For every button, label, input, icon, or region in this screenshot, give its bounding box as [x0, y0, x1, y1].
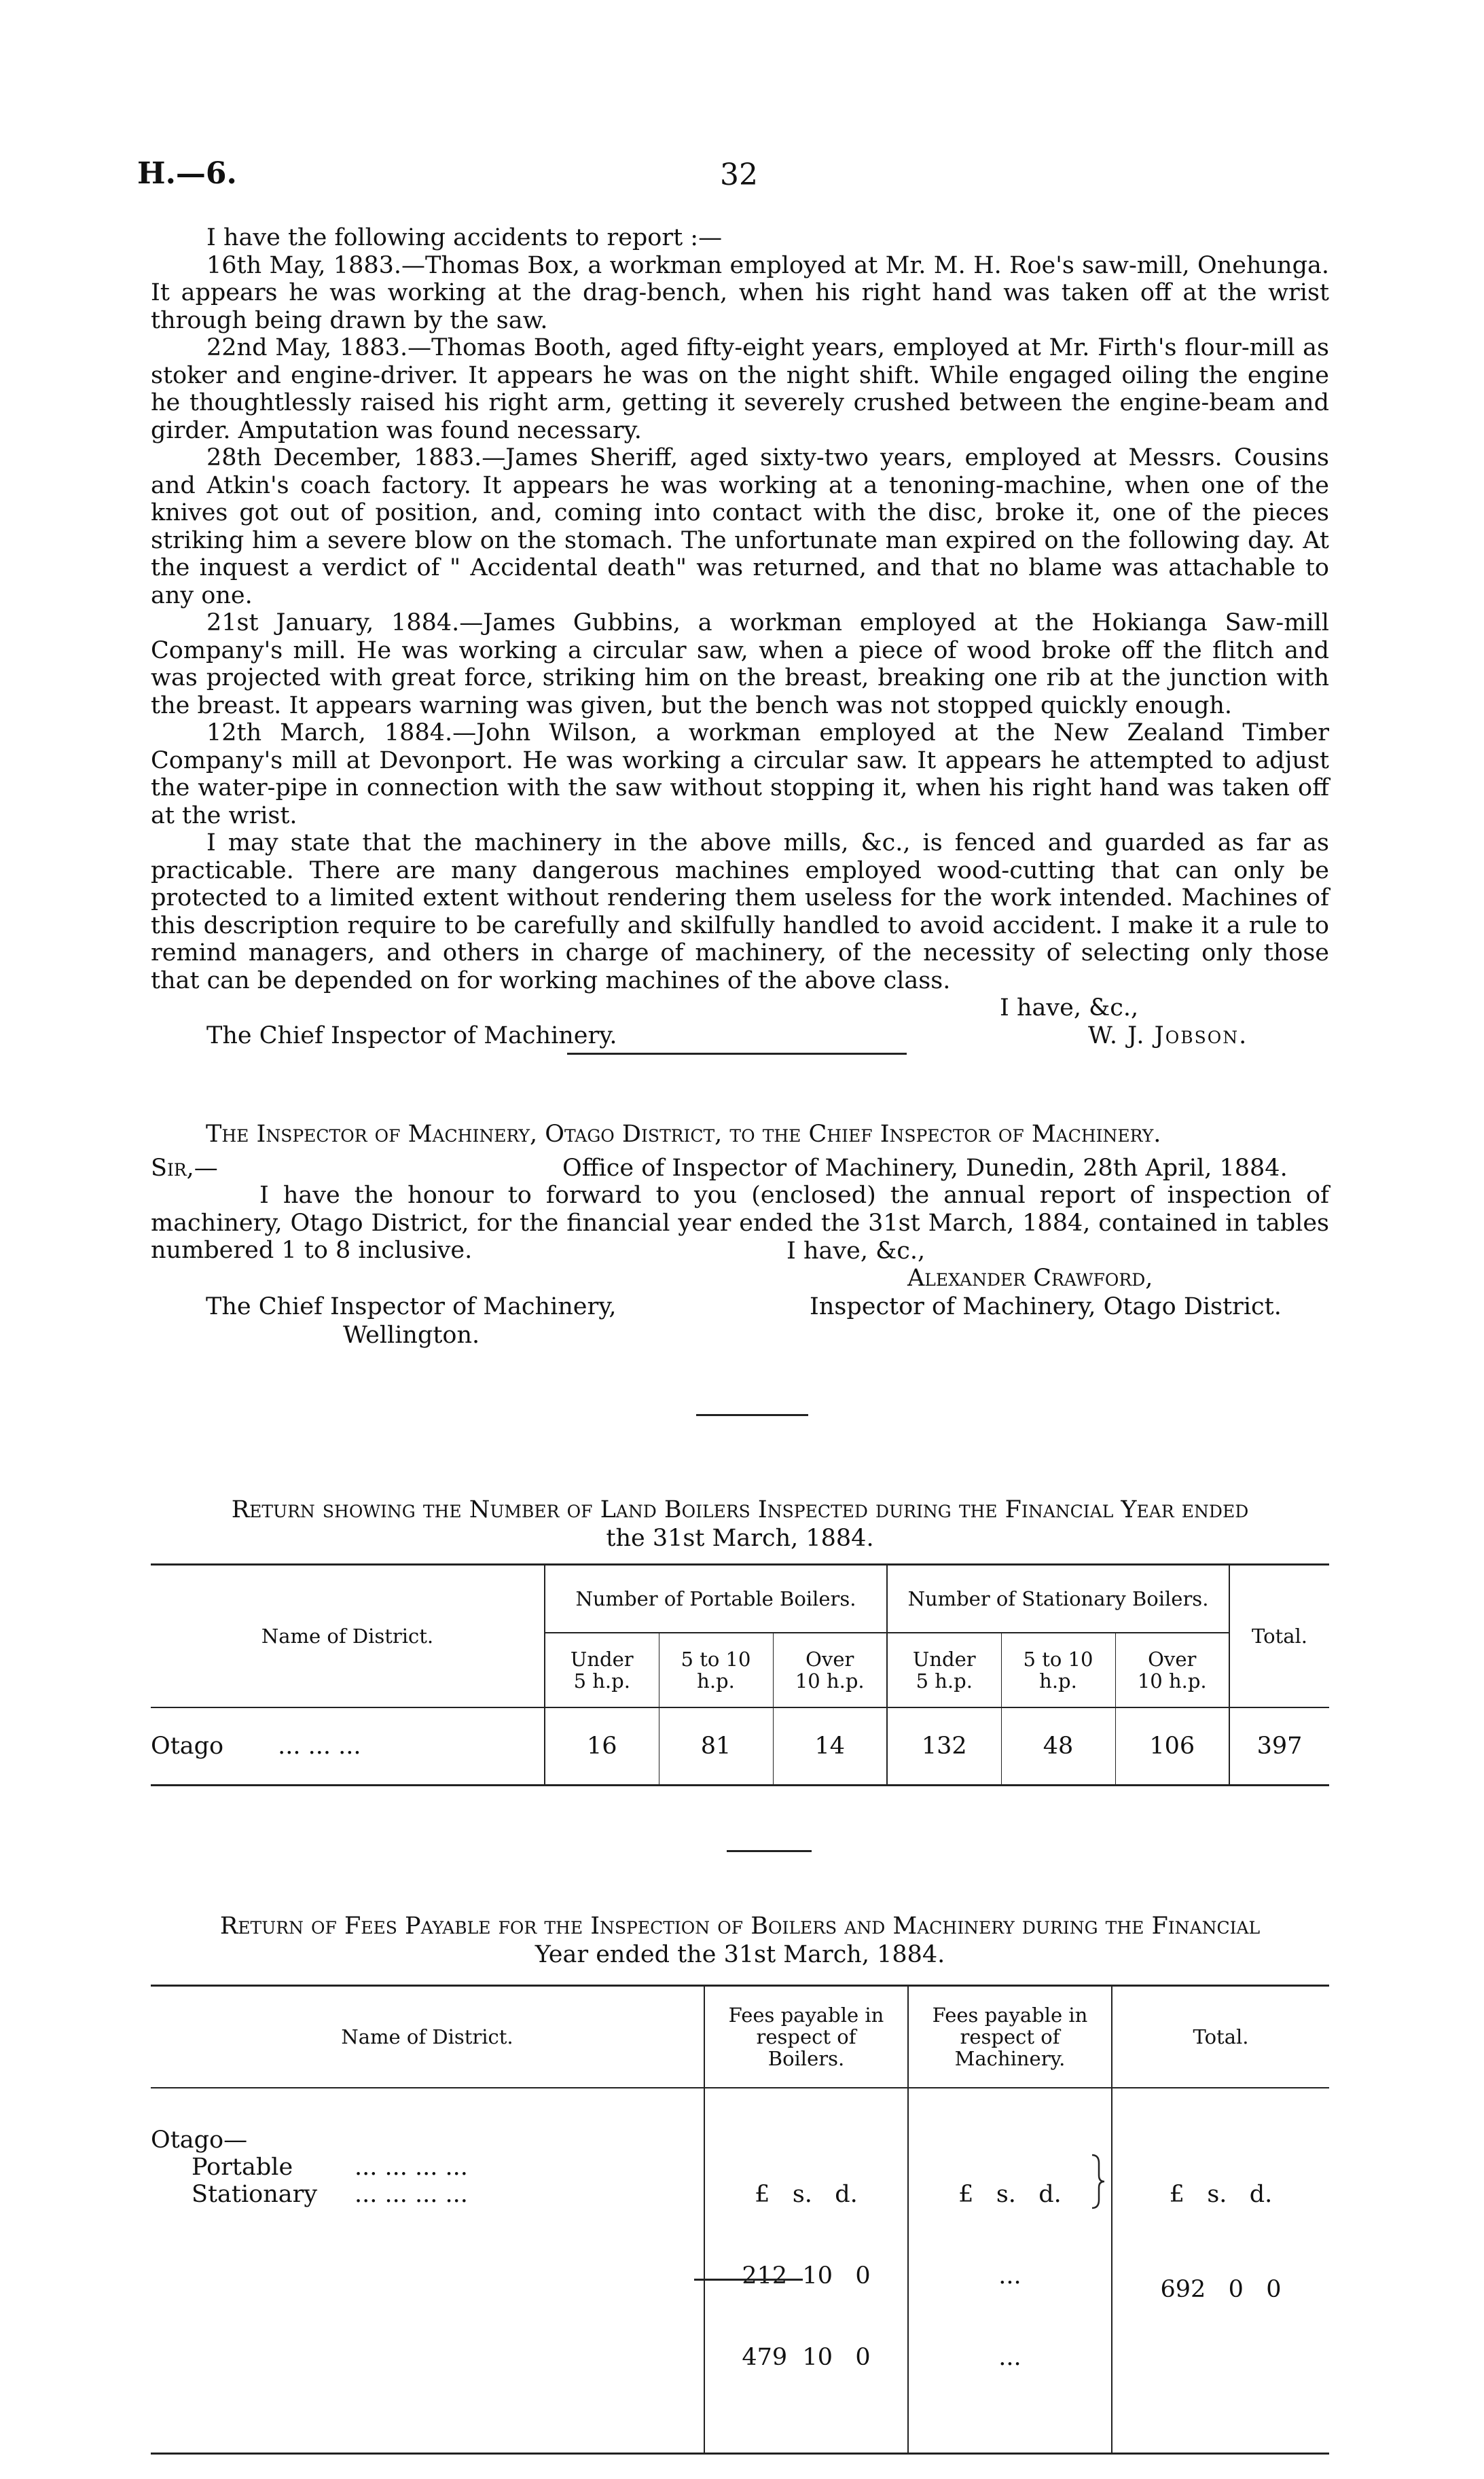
- fees-machinery-portable: ...: [998, 2262, 1021, 2290]
- accident-report: [151, 224, 1329, 1049]
- fees-caption: [151, 1912, 1329, 1969]
- section-code: H.—6.: [137, 156, 237, 191]
- boilers-caption-line1: Return showing the Number of Land Boilers Inspected during the Financial Year ended: [231, 1496, 1249, 1523]
- section-divider: [694, 2279, 803, 2281]
- report-closing: I have, &c.,: [1000, 994, 1139, 1021]
- fees-boilers-stationary: 479 10 0: [742, 2343, 871, 2371]
- letter-signatory-title: Inspector of Machinery, Otago District.: [810, 1293, 1282, 1320]
- section-divider: [567, 1053, 907, 1055]
- fees-total-cell: [1112, 2088, 1329, 2454]
- letter-signatory-name: Alexander Crawford,: [907, 1265, 1153, 1292]
- report-signature-row: [151, 1022, 1329, 1050]
- fees-boilers-portable: 212 10 0: [742, 2262, 871, 2290]
- brace-icon: [1089, 2154, 1106, 2209]
- letter-heading: The Inspector of Machinery, Otago District, to the Chief Inspector of Machinery.: [206, 1121, 1161, 1148]
- page-number: 32: [720, 158, 758, 192]
- cell-portable-5to10: 81: [659, 1707, 773, 1786]
- fees-machinery-stationary: ...: [998, 2343, 1021, 2371]
- currency-header: £ s. d.: [755, 2180, 858, 2208]
- letter-salutation: Sir,—: [151, 1155, 218, 1182]
- report-paragraph: I may state that the machinery in the above mills, &c., is fenced and guarded as far as practicable. There are many dangerous machines employed wood-cutting that can only be protected to a limited extent without rendering them useless for the work intended. Machines of this description require to be carefully and skilfully handled to avoid accident. I make it a rule to remind managers, and others in charge of machinery, of the necessity of selecting only those that can be depended on for working machines of the above class.: [151, 829, 1329, 994]
- subheader-stationary-over10: Over 10 h.p.: [1115, 1633, 1229, 1707]
- fees-row-portable: Portable ... ... ... ...: [192, 2153, 468, 2181]
- group-header-portable: Number of Portable Boilers.: [545, 1565, 887, 1633]
- subheader-stationary-under5: Under 5 h.p.: [887, 1633, 1001, 1707]
- report-paragraph: 28th December, 1883.—James Sheriff, aged sixty-two years, employed at Messrs. Cousins and Atkin's coach factory. It appears he was working at a tenoning-machine, when one of the knives got out of position, and, coming into contact with the disc, broke it, one of the pieces striking him a severe blow on the stomach. The unfortunate man expired on the following day. At the inquest a verdict of " Accidental death" was returned, and that no blame was attachable to any one.: [151, 444, 1329, 609]
- table-header-row: [151, 1986, 1329, 2088]
- column-header-district: Name of District.: [151, 1565, 545, 1707]
- fees-boilers-cell: [704, 2088, 908, 2454]
- cell-stationary-over10: 106: [1115, 1707, 1229, 1786]
- currency-header: £ s. d.: [958, 2180, 1062, 2208]
- cell-stationary-5to10: 48: [1001, 1707, 1115, 1786]
- dot-leader: ... ... ...: [278, 1732, 361, 1760]
- report-paragraph: 16th May, 1883.—Thomas Box, a workman employed at Mr. M. H. Roe's saw-mill, Onehunga. It appears he was working at the drag-bench, when his right hand was taken off at the wrist through being drawn by the saw.: [151, 251, 1329, 334]
- letter-dateline: Office of Inspector of Machinery, Dunedin, 28th April, 1884.: [562, 1155, 1288, 1182]
- report-intro: I have the following accidents to report :—: [206, 224, 723, 251]
- report-paragraph: 22nd May, 1883.—Thomas Booth, aged fifty-eight years, employed at Mr. Firth's flour-mill as stoker and engine-driver. It appears he was on the night shift. While engaged oiling the engine he thoughtlessly raised his right arm, getting it severely crushed between the engine-beam and girder. Amputation was found necessary.: [151, 334, 1329, 444]
- row-district-cell: [151, 1707, 545, 1786]
- column-header-total: Total.: [1229, 1565, 1329, 1707]
- table-row: [151, 2088, 1329, 2454]
- fees-row-stationary: Stationary ... ... ... ...: [192, 2180, 468, 2208]
- boilers-caption-line2: the 31st March, 1884.: [606, 1525, 874, 1552]
- fees-caption-line1: Return of Fees Payable for the Inspection of Boilers and Machinery during the Financial: [219, 1913, 1261, 1940]
- subheader-stationary-5to10: 5 to 10 h.p.: [1001, 1633, 1115, 1707]
- cell-portable-over10: 14: [773, 1707, 887, 1786]
- letter-addressee-line1: The Chief Inspector of Machinery,: [206, 1293, 617, 1320]
- fees-district: Otago—: [151, 2126, 248, 2154]
- report-closing-row: [151, 994, 1329, 1022]
- subheader-portable-under5: Under 5 h.p.: [545, 1633, 659, 1707]
- cell-stationary-under5: 132: [887, 1707, 1001, 1786]
- row-district: Otago: [151, 1732, 224, 1760]
- cell-total: 397: [1256, 1732, 1303, 1760]
- group-header-stationary: Number of Stationary Boilers.: [887, 1565, 1229, 1633]
- column-header-district: Name of District.: [151, 1986, 704, 2088]
- column-header-total: Total.: [1112, 1986, 1329, 2088]
- report-addressee: The Chief Inspector of Machinery.: [206, 1021, 617, 1049]
- report-signature: W. J. Jobson.: [1088, 1021, 1248, 1049]
- section-divider: [727, 1850, 812, 1852]
- letter-addressee-line2: Wellington.: [343, 1322, 480, 1349]
- cell-portable-under5: 16: [545, 1707, 659, 1786]
- boilers-table: [151, 1563, 1329, 1786]
- report-paragraph: 21st January, 1884.—James Gubbins, a workman employed at the Hokianga Saw-mill Company's mill. He was working a circular saw, when a piece of wood broke off the flitch and was projected with great force, striking him on the breast, breaking one rib at the junction with the breast. It appears warning was given, but the bench was not stopped quickly enough.: [151, 609, 1329, 719]
- column-header-boilers-fees: Fees payable in respect of Boilers.: [704, 1986, 908, 2088]
- fees-district-cell: [151, 2088, 704, 2454]
- letter-body: I have the honour to forward to you (enclosed) the annual report of inspection of machinery, Otago District, for the financial year ended the 31st March, 1884, contained in tables numbered 1 to 8 inclusive.: [151, 1182, 1329, 1264]
- subheader-portable-over10: Over 10 h.p.: [773, 1633, 887, 1707]
- letter-closing: I have, &c.,: [786, 1237, 926, 1265]
- section-divider: [696, 1414, 808, 1416]
- currency-header: £ s. d.: [1169, 2180, 1273, 2208]
- fees-total: 692 0 0: [1160, 2275, 1282, 2303]
- fees-caption-line2: Year ended the 31st March, 1884.: [535, 1941, 945, 1968]
- report-paragraph: 12th March, 1884.—John Wilson, a workman employed at the New Zealand Timber Company's mill at Devonport. He was working a circular saw. It appears he attempted to adjust the water-pipe in connection with the saw without stopping it, when his right hand was taken off at the wrist.: [151, 719, 1329, 829]
- fees-machinery-cell: [908, 2088, 1112, 2454]
- table-header-row: [151, 1565, 1329, 1633]
- boilers-caption: [151, 1496, 1329, 1553]
- column-header-machinery-fees: Fees payable in respect of Machinery.: [908, 1986, 1112, 2088]
- subheader-portable-5to10: 5 to 10 h.p.: [659, 1633, 773, 1707]
- fees-table: [151, 1985, 1329, 2455]
- table-row: [151, 1707, 1329, 1786]
